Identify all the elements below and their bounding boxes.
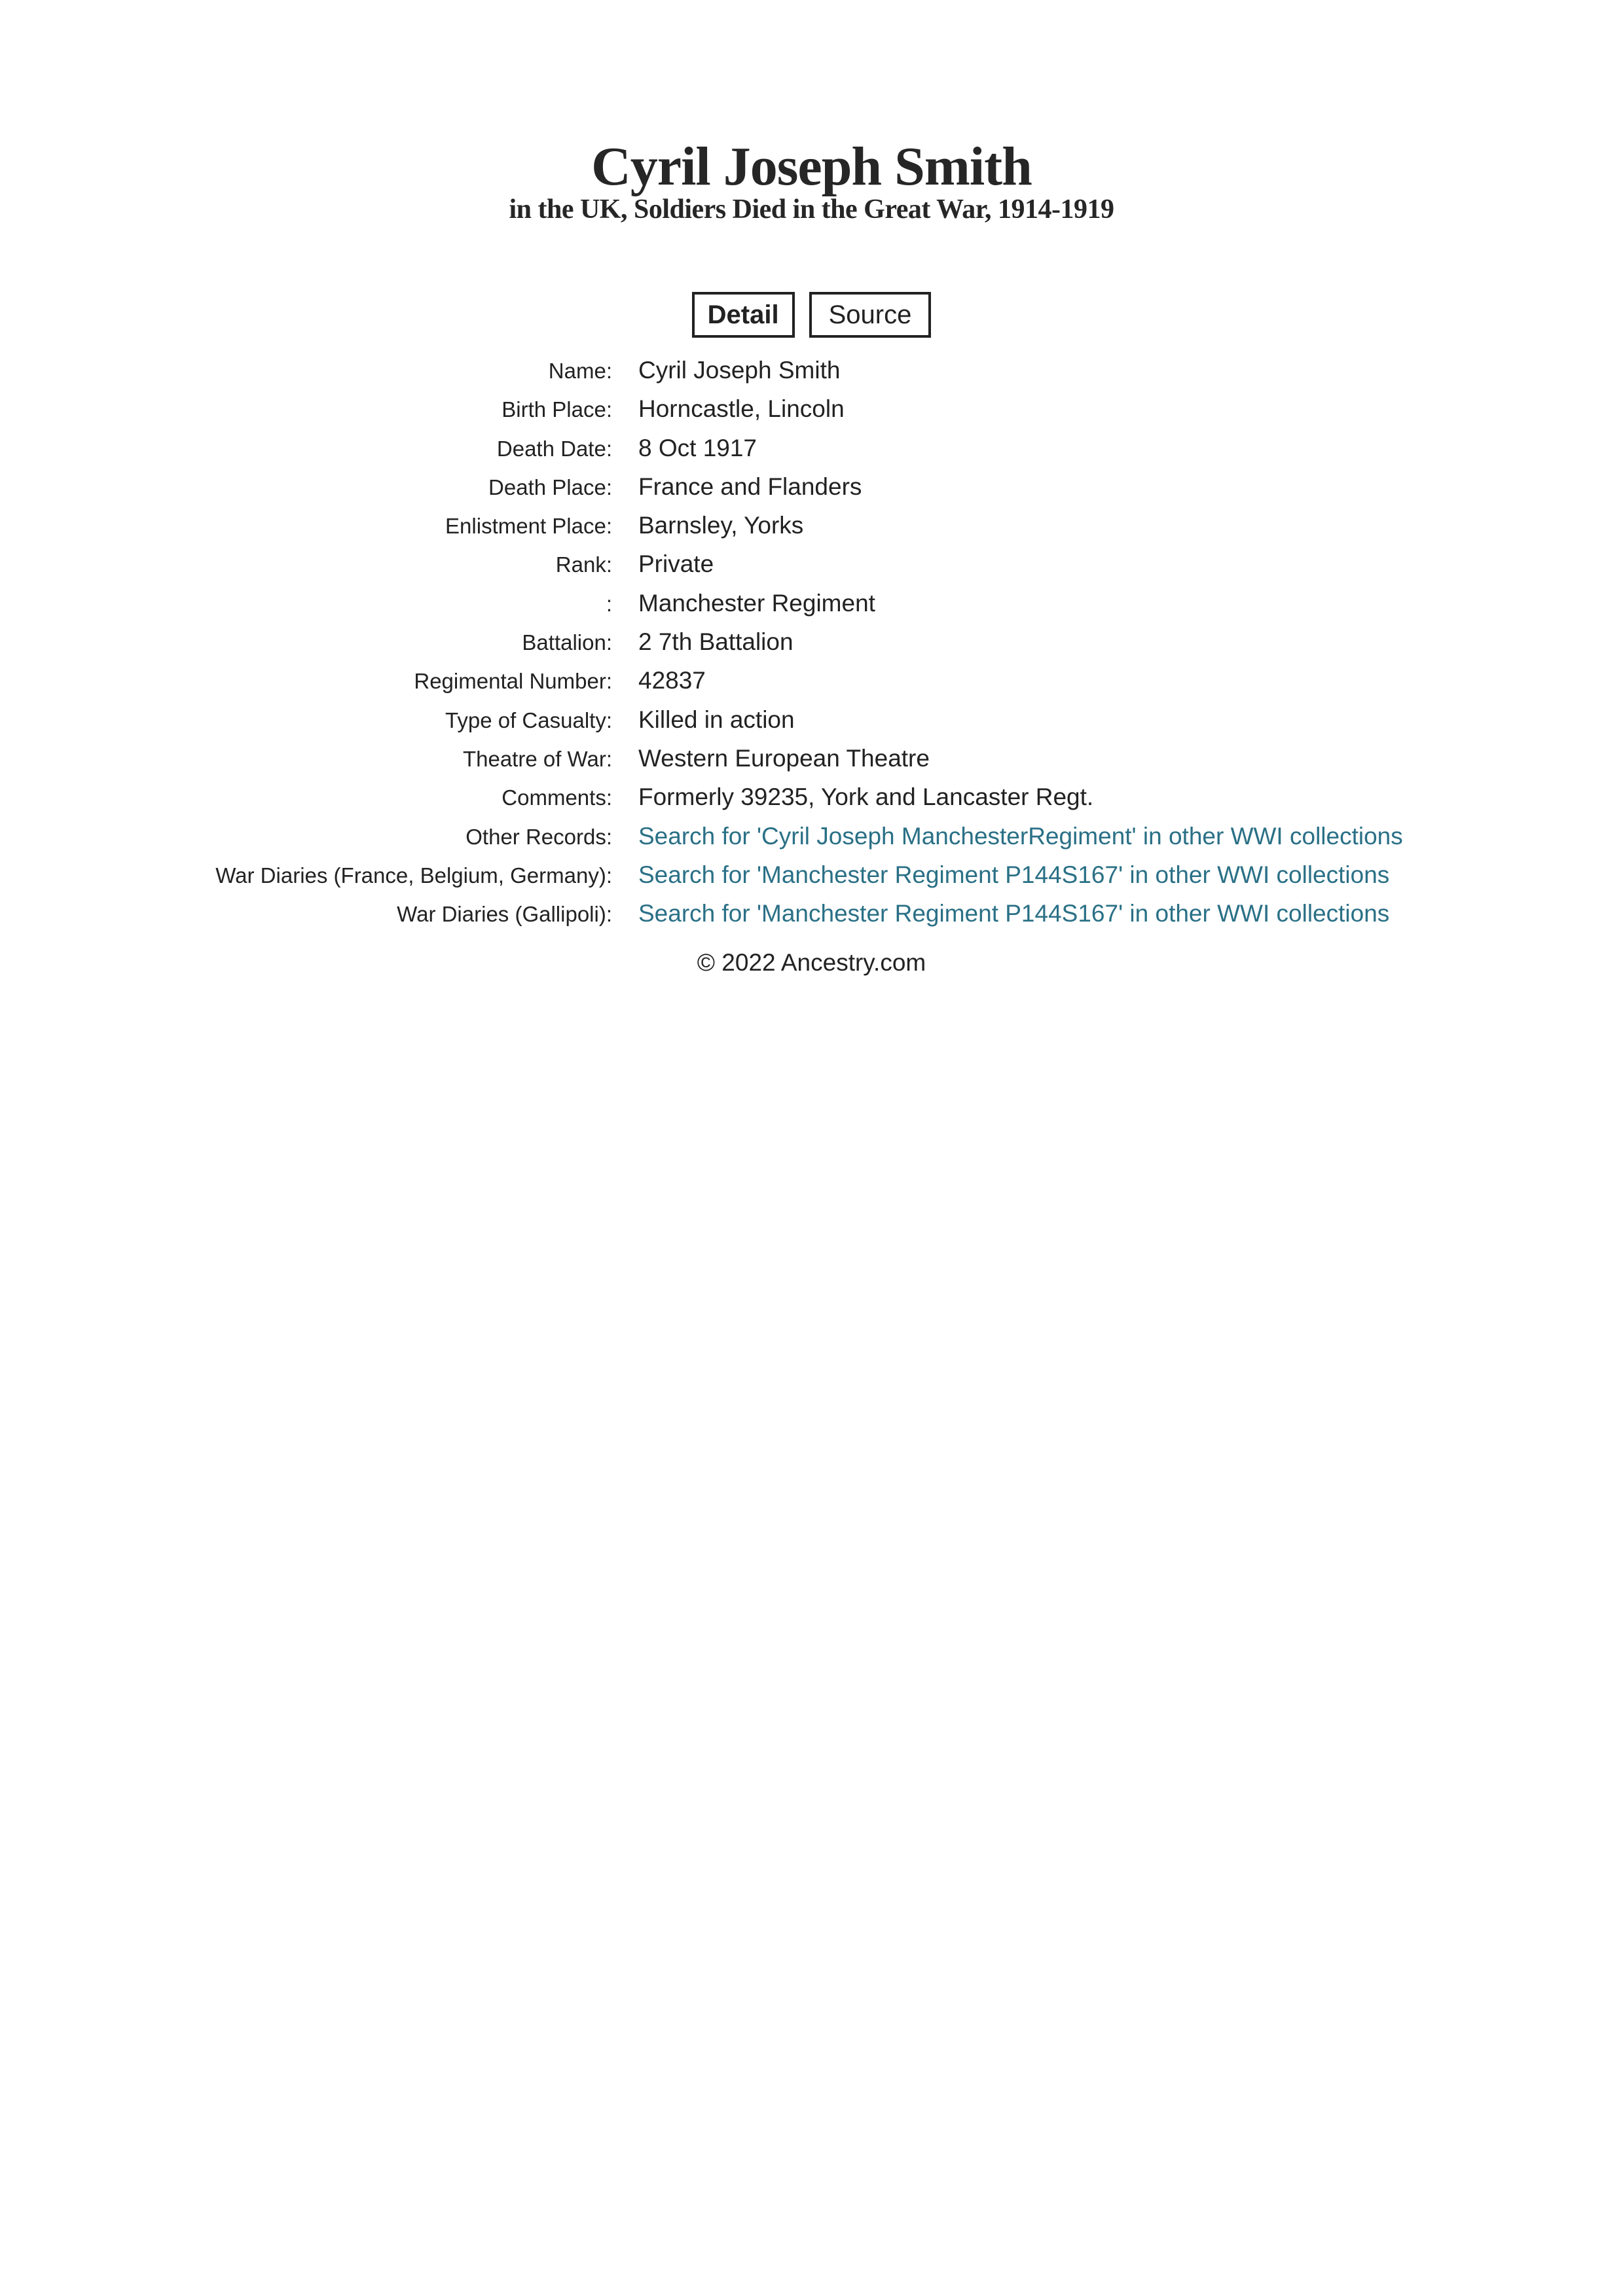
field-label: Other Records: (465, 824, 612, 849)
field-label: Type of Casualty: (445, 708, 612, 732)
field-value: Western European Theatre (638, 744, 930, 772)
field-value: Formerly 39235, York and Lancaster Regt. (638, 783, 1094, 811)
field-label: Theatre of War: (462, 746, 612, 771)
field-label: Birth Place: (501, 397, 612, 422)
other-records-link[interactable]: Search for 'Cyril Joseph ManchesterRegiment' in other WWI collections (638, 822, 1403, 850)
copyright-footer: © 2022 Ancestry.com (697, 949, 926, 976)
record-row-war-diaries-france (0, 861, 1623, 900)
record-row-theatre-of-war (0, 745, 1623, 783)
record-row-regimental-number (0, 667, 1623, 706)
field-value: Horncastle, Lincoln (638, 395, 845, 423)
record-tabs (0, 292, 1623, 338)
record-header (0, 134, 1623, 226)
record-row-war-diaries-gallipoli (0, 900, 1623, 939)
record-row-type-of-casualty (0, 706, 1623, 745)
field-value: Killed in action (638, 706, 795, 733)
record-row-birth-place (0, 395, 1623, 434)
field-value: Manchester Regiment (638, 589, 875, 617)
tab-detail[interactable]: Detail (692, 292, 795, 338)
field-label: : (606, 591, 612, 616)
field-label: War Diaries (France, Belgium, Germany): (215, 863, 612, 888)
collection-subtitle: in the UK, Soldiers Died in the Great War, 1914-1919 (509, 194, 1114, 224)
field-label: War Diaries (Gallipoli): (397, 902, 612, 927)
field-label: Death Place: (488, 475, 612, 499)
record-row-enlistment-place (0, 512, 1623, 550)
record-row-name (0, 357, 1623, 395)
field-value: France and Flanders (638, 473, 862, 500)
field-label: Enlistment Place: (445, 514, 612, 539)
field-label: Regimental Number: (414, 669, 612, 694)
field-label: Battalion: (522, 630, 612, 655)
page-title: Cyril Joseph Smith (591, 136, 1032, 197)
record-row-rank (0, 550, 1623, 589)
field-label: Death Date: (496, 436, 612, 461)
field-value: Barnsley, Yorks (638, 512, 804, 539)
record-row-comments (0, 783, 1623, 822)
field-label: Name: (548, 359, 612, 383)
war-diaries-gallipoli-link[interactable]: Search for 'Manchester Regiment P144S167' in other WWI collections (638, 900, 1390, 927)
record-row-battalion (0, 628, 1623, 667)
record-row-regiment (0, 590, 1623, 628)
tab-source[interactable]: Source (809, 292, 932, 338)
field-value: Private (638, 550, 714, 578)
field-value: Cyril Joseph Smith (638, 357, 841, 384)
record-row-other-records (0, 823, 1623, 861)
field-label: Comments: (501, 785, 612, 810)
record-row-death-place (0, 473, 1623, 512)
record-detail-list (0, 357, 1623, 939)
field-label: Rank: (555, 552, 612, 577)
field-value: 42837 (638, 667, 706, 694)
war-diaries-france-link[interactable]: Search for 'Manchester Regiment P144S167' in other WWI collections (638, 861, 1390, 888)
field-value: 2 7th Battalion (638, 628, 793, 656)
record-row-death-date (0, 435, 1623, 473)
field-value: 8 Oct 1917 (638, 434, 757, 461)
